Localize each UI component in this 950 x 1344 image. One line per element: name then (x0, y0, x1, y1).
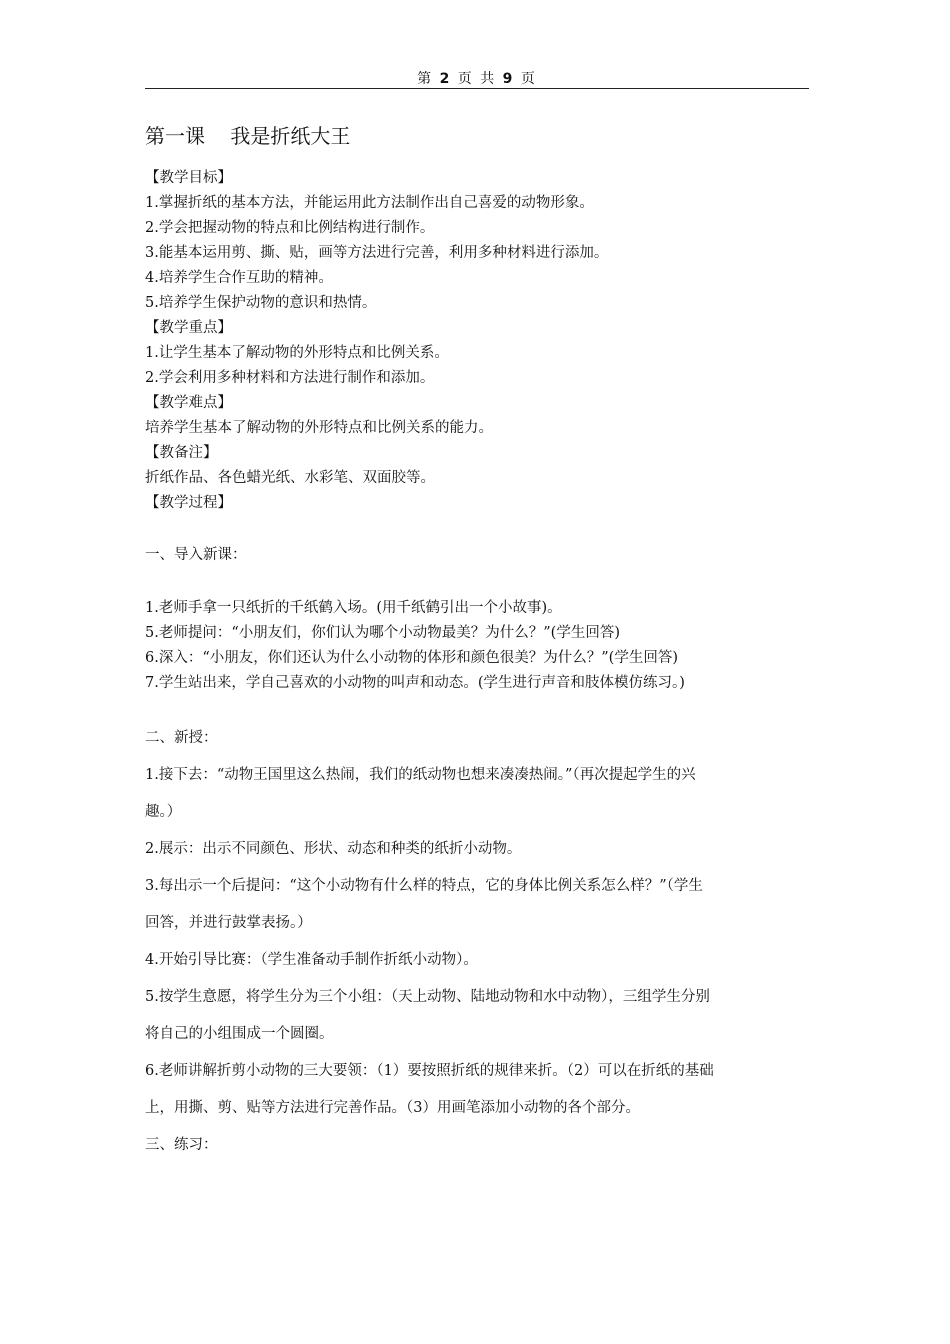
part-heading: 二、新授： (145, 730, 218, 746)
text-line: 1.接下去：“动物王国里这么热闹，我们的纸动物也想来凑凑热闹。”（再次提起学生的兴 (145, 767, 696, 783)
page-header (145, 70, 809, 88)
text-line: 3.每出示一个后提问：“这个小动物有什么样的特点，它的身体比例关系怎么样？”（学生 (145, 878, 703, 894)
text-line: 6.老师讲解折剪小动物的三大要领：（1）要按照折纸的规律来折。（2）可以在折纸的基础 (145, 1063, 714, 1079)
header-rule (145, 88, 809, 89)
section-heading: 【教备注】 (145, 445, 218, 461)
text-line: 5.培养学生保护动物的意识和热情。 (145, 295, 377, 311)
section-heading: 【教学难点】 (145, 395, 232, 411)
text-line: 1.老师手拿一只纸折的千纸鹤入场。(用千纸鹤引出一个小故事)。 (145, 600, 562, 616)
text-line: 2.展示：出示不同颜色、形状、动态和种类的纸折小动物。 (145, 841, 522, 857)
text-line: 折纸作品、各色蜡光纸、水彩笔、双面胶等。 (145, 470, 435, 486)
text-line: 将自己的小组围成一个圆圈。 (145, 1026, 334, 1042)
section-heading: 【教学重点】 (145, 320, 232, 336)
section-heading: 【教学目标】 (145, 170, 232, 186)
text-line: 趣。） (145, 804, 182, 820)
text-line: 上，用撕、剪、贴等方法进行完善作品。（3）用画笔添加小动物的各个部分。 (145, 1100, 640, 1116)
header-middle: 页 共 (457, 71, 497, 87)
text-line: 3.能基本运用剪、撕、贴，画等方法进行完善，利用多种材料进行添加。 (145, 245, 609, 261)
text-line: 2.学会利用多种材料和方法进行制作和添加。 (145, 370, 435, 386)
text-line: 1.掌握折纸的基本方法，并能运用此方法制作出自己喜爱的动物形象。 (145, 195, 594, 211)
text-line: 4.培养学生合作互助的精神。 (145, 270, 333, 286)
header-prefix: 第 (417, 71, 434, 87)
text-line: 7.学生站出来，学自己喜欢的小动物的叫声和动态。(学生进行声音和肢体模仿练习。) (145, 675, 685, 691)
text-line: 6.深入：“小朋友，你们还认为什么小动物的体形和颜色很美？为什么？”(学生回答) (145, 650, 678, 666)
part-heading: 三、练习： (145, 1137, 218, 1153)
lesson-title: 第一课 我是折纸大王 (145, 124, 351, 148)
header-page-number: 2 (439, 71, 452, 87)
text-line: 回答，并进行鼓掌表扬。） (145, 915, 312, 931)
header-total-pages: 9 (502, 71, 515, 87)
text-line: 5.老师提问：“小朋友们，你们认为哪个小动物最美？为什么？”(学生回答) (145, 625, 620, 641)
text-line: 1.让学生基本了解动物的外形特点和比例关系。 (145, 345, 449, 361)
section-heading: 【教学过程】 (145, 495, 232, 511)
text-line: 5.按学生意愿，将学生分为三个小组：（天上动物、陆地动物和水中动物），三组学生分别 (145, 989, 710, 1005)
header-suffix: 页 (520, 71, 537, 87)
part-heading: 一、导入新课： (145, 547, 247, 563)
text-line: 2.学会把握动物的特点和比例结构进行制作。 (145, 220, 435, 236)
text-line: 4.开始引导比赛：（学生准备动手制作折纸小动物）。 (145, 952, 478, 968)
text-line: 培养学生基本了解动物的外形特点和比例关系的能力。 (145, 420, 493, 436)
